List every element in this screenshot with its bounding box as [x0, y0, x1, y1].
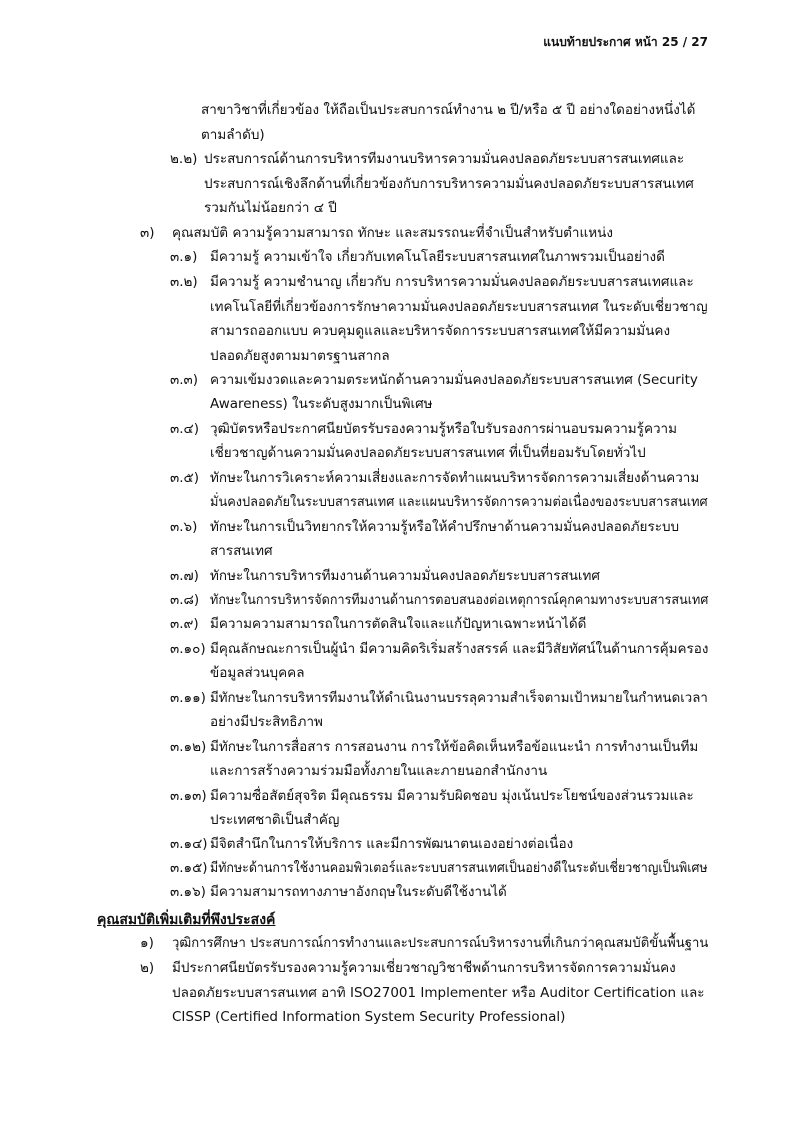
item-3-3-line: Awareness) ในระดับสูงมากเป็นพิเศษ	[210, 396, 433, 412]
item-3-10-line: ข้อมูลส่วนบุคคล	[210, 665, 305, 681]
item-3-1-line: มีความรู้ ความเข้าใจ เกี่ยวกับเทคโนโลยีระบบสารสนเทศในภาพรวมเป็นอย่างดี	[210, 249, 665, 265]
item-3-15-line: มีทักษะด้านการใช้งานคอมพิวเตอร์และระบบสารสนเทศเป็นอย่างดีในระดับเชี่ยวชาญเป็นพิเศษ	[210, 860, 708, 876]
item-3-5-line: มั่นคงปลอดภัยในระบบสารสนเทศ และแผนบริหารจัดการความต่อเนื่องของระบบสารสนเทศ	[210, 494, 708, 510]
item-3-11-number: ๓.๑๑)	[170, 690, 206, 706]
additional-item-1-number: ๑)	[140, 935, 154, 951]
item-3-1-number: ๓.๑)	[170, 249, 198, 265]
section-heading-additional: คุณสมบัติเพิ่มเติมที่พึงประสงค์	[97, 912, 276, 928]
item-3-6-number: ๓.๖)	[170, 519, 198, 535]
item-3-4-line: เชี่ยวชาญด้านความมั่นคงปลอดภัยระบบสารสนเทศ ที่เป็นที่ยอมรับโดยทั่วไป	[210, 445, 646, 461]
item-3-16-number: ๓.๑๖)	[170, 884, 206, 900]
item-3-number: ๓)	[140, 225, 155, 241]
additional-item-2-line: ปลอดภัยระบบสารสนเทศ อาทิ ISO27001 Implementer หรือ Auditor Certification และ	[172, 985, 705, 1001]
item-3-7-number: ๓.๗)	[170, 568, 199, 584]
item-3-12-line: มีทักษะในการสื่อสาร การสอนงาน การให้ข้อคิดเห็นหรือข้อแนะนำ การทำงานเป็นทีม	[210, 739, 699, 755]
item-3-15-number: ๓.๑๕)	[170, 860, 208, 876]
item-3-13-number: ๓.๑๓)	[170, 788, 207, 804]
item-3-13-line: มีความซื่อสัตย์สุจริต มีคุณธรรม มีความรับผิดชอบ มุ่งเน้นประโยชน์ของส่วนรวมและ	[210, 788, 694, 804]
item-3-2-line: มีความรู้ ความชำนาญ เกี่ยวกับ การบริหารความมั่นคงปลอดภัยระบบสารสนเทศและ	[210, 274, 694, 290]
item-3-13-line: ประเทศชาติเป็นสำคัญ	[210, 812, 340, 828]
item-3-8-number: ๓.๘)	[170, 592, 200, 608]
page-header: แนบท้ายประกาศ หน้า 25 / 27	[543, 35, 708, 49]
item-2-2-line-3: รวมกันไม่น้อยกว่า ๔ ปี	[204, 200, 337, 216]
item-3-11-line: อย่างมีประสิทธิภาพ	[210, 714, 323, 730]
item-3-5-number: ๓.๕)	[170, 470, 200, 486]
item-3-2-number: ๓.๒)	[170, 274, 198, 290]
item-3-8-line: ทักษะในการบริหารจัดการทีมงานด้านการตอบสนองต่อเหตุการณ์คุกคามทางระบบสารสนเทศ	[210, 592, 709, 608]
item-3-2-line: เทคโนโลยีที่เกี่ยวข้องการรักษาความมั่นคงปลอดภัยระบบสารสนเทศ ในระดับเชี่ยวชาญ	[210, 299, 708, 315]
item-3-12-line: และการสร้างความร่วมมือทั้งภายในและภายนอกสำนักงาน	[210, 763, 548, 779]
item-3-6-line: สารสนเทศ	[210, 543, 273, 559]
item-2-2-line-2: ประสบการณ์เชิงลึกด้านที่เกี่ยวข้องกับการบริหารความมั่นคงปลอดภัยระบบสารสนเทศ	[204, 176, 694, 192]
item-3-6-line: ทักษะในการเป็นวิทยากรให้ความรู้หรือให้คำปรึกษาด้านความมั่นคงปลอดภัยระบบ	[210, 519, 680, 535]
item-2-2-number: ๒.๒)	[170, 151, 198, 167]
item-3-11-line: มีทักษะในการบริหารทีมงานให้ดำเนินงานบรรลุความสำเร็จตามเป้าหมายในกำหนดเวลา	[210, 690, 708, 706]
continuation-line-2: ตามลำดับ)	[201, 127, 265, 143]
item-3-5-line: ทักษะในการวิเคราะห์ความเสี่ยงและการจัดทำแผนบริหารจัดการความเสี่ยงด้านความ	[210, 470, 700, 486]
item-3-16-line: มีความสามารถทางภาษาอังกฤษในระดับดีใช้งานได้	[210, 884, 507, 900]
item-3-3-number: ๓.๓)	[170, 372, 199, 388]
additional-item-2-line: CISSP (Certified Information System Security Professional)	[172, 1009, 566, 1025]
additional-item-2-line: มีประกาศนียบัตรรับรองความรู้ความเชี่ยวชาญวิชาชีพด้านการบริหารจัดการความมั่นคง	[172, 960, 676, 976]
item-3-4-number: ๓.๔)	[170, 421, 200, 437]
item-3-14-number: ๓.๑๔)	[170, 836, 208, 852]
item-3-2-line: ปลอดภัยสูงตามมาตรฐานสากล	[210, 348, 390, 364]
item-3-9-number: ๓.๙)	[170, 616, 199, 632]
item-3-text: คุณสมบัติ ความรู้ความสามารถ ทักษะ และสมรรถนะที่จำเป็นสำหรับตำแหน่ง	[172, 225, 613, 241]
item-3-9-line: มีความความสามารถในการตัดสินใจและแก้ปัญหาเฉพาะหน้าได้ดี	[210, 616, 587, 632]
item-3-10-line: มีคุณลักษณะการเป็นผู้นำ มีความคิดริเริ่มสร้างสรรค์ และมีวิสัยทัศน์ในด้านการคุ้มครอง	[210, 641, 709, 657]
item-3-7-line: ทักษะในการบริหารทีมงานด้านความมั่นคงปลอดภัยระบบสารสนเทศ	[210, 568, 601, 584]
item-3-4-line: วุฒิบัตรหรือประกาศนียบัตรรับรองความรู้หรือใบรับรองการผ่านอบรมความรู้ความ	[210, 421, 678, 437]
additional-item-2-number: ๒)	[140, 960, 155, 976]
item-3-12-number: ๓.๑๒)	[170, 739, 207, 755]
continuation-line-1: สาขาวิชาที่เกี่ยวข้อง ให้ถือเป็นประสบการณ์ทำงาน ๒ ปี/หรือ ๕ ปี อย่างใดอย่างหนึ่งได้	[201, 102, 696, 118]
item-2-2-line-1: ประสบการณ์ด้านการบริหารทีมงานบริหารความมั่นคงปลอดภัยระบบสารสนเทศและ	[204, 151, 685, 167]
item-3-3-line: ความเข้มงวดและความตระหนักด้านความมั่นคงปลอดภัยระบบสารสนเทศ (Security	[210, 372, 698, 388]
item-3-14-line: มีจิตสำนึกในการให้บริการ และมีการพัฒนาตนเองอย่างต่อเนื่อง	[210, 836, 574, 852]
item-3-2-line: สามารถออกแบบ ควบคุมดูแลและบริหารจัดการระบบสารสนเทศให้มีความมั่นคง	[210, 323, 671, 339]
item-3-10-number: ๓.๑๐)	[170, 641, 206, 657]
additional-item-1-line: วุฒิการศึกษา ประสบการณ์การทำงานและประสบการณ์บริหารงานที่เกินกว่าคุณสมบัติขั้นพื้นฐาน	[172, 935, 709, 951]
